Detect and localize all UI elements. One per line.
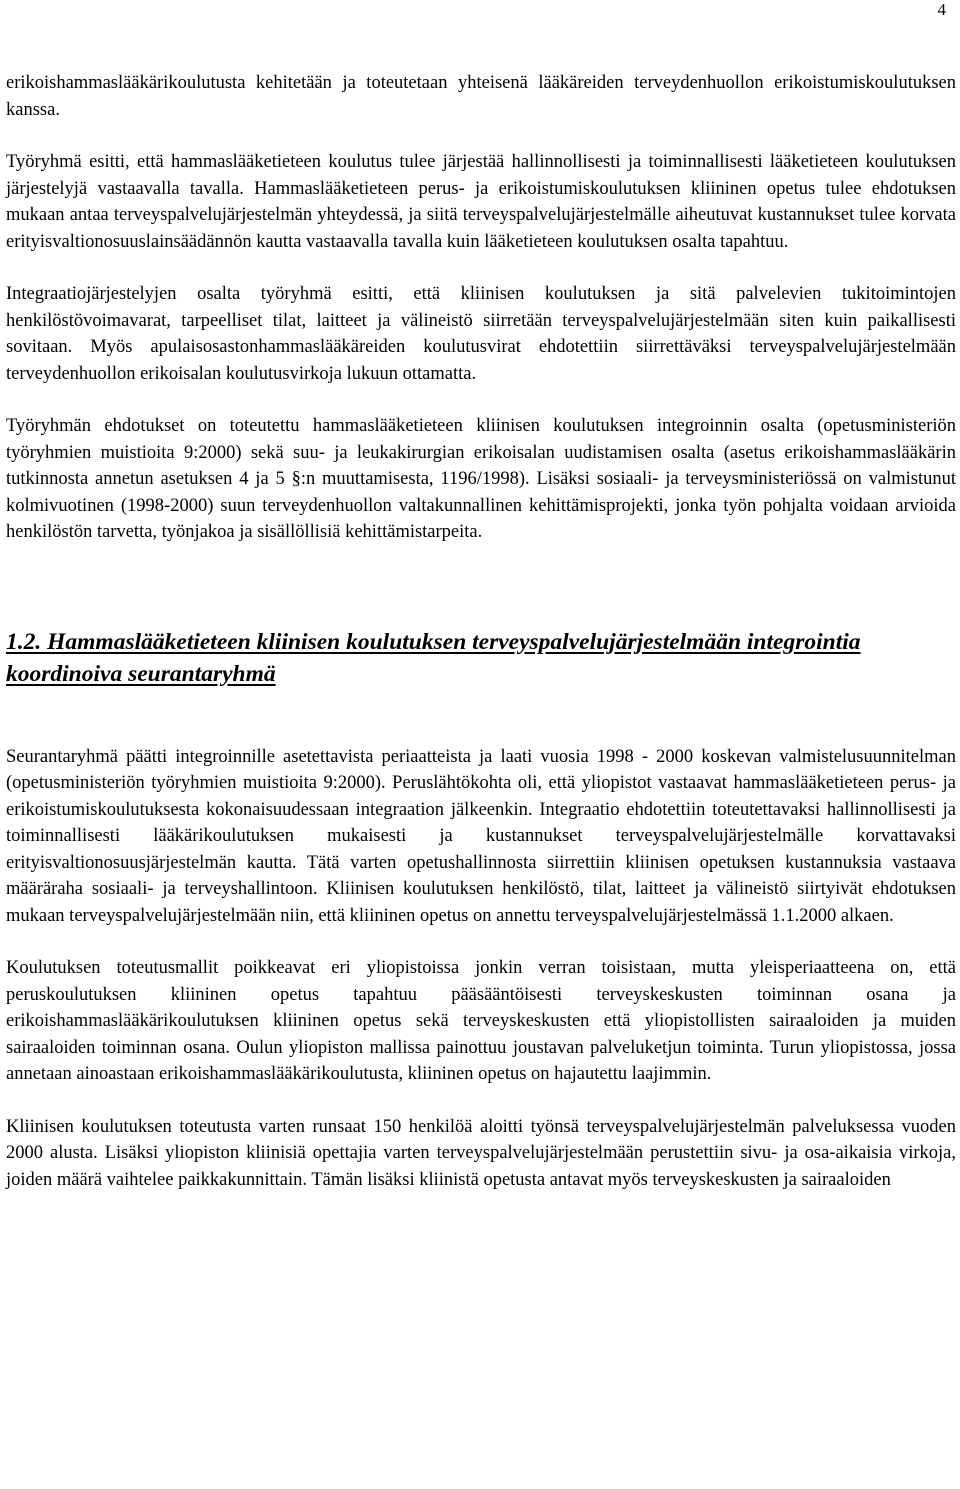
paragraph-3: Integraatiojärjestelyjen osalta työryhmä esitti, että kliinisen koulutuksen ja sitä palvelevien tukitoimintojen henkilöstövoimavarat, tarpeelliset tilat, laitteet ja välineistö siirretään terveyspalvelujärjestelmään siten kuin paikallisesti sovitaan. Myös apulaisosastonhammaslääkäreiden koulutusvirat ehdotettiin siirrettäväksi terveyspalvelujärjestelmään terveydenhuollon erikoisalan koulutusvirkoja lukuun ottamatta. bbox=[6, 284, 956, 384]
paragraph-6: Koulutuksen toteutusmallit poikkeavat eri yliopistoissa jonkin verran toisistaan, mutta yleisperiaatteena on, että peruskoulutuksen kliininen opetus tapahtuu pääsääntöisesti terveyskeskusten toiminnan osana ja erikoishammaslääkärikoulutuksen kliininen opetus sekä terveyskeskusten että yliopistollisten sairaaloiden ja muiden sairaaloiden toiminnan osana. Oulun yliopiston mallissa painottuu joustavan palveluketjun toiminta. Turun yliopistossa, jossa annetaan ainoastaan erikoishammaslääkärikoulutusta, kliininen opetus on hajautettu laajimmin. bbox=[6, 958, 956, 1084]
paragraph-4: Työryhmän ehdotukset on toteutettu hammaslääketieteen kliinisen koulutuksen integroinnin osalta (opetusministeriön työryhmien muistioita 9:2000) sekä suu- ja leukakirurgian erikoisalan uudistamisen osalta (asetus erikoishammaslääkärin tutkinnosta annetun asetuksen 4 ja 5 §:n muuttamisesta, 1196/1998). Lisäksi sosiaali- ja terveysministeriössä on valmistunut kolmivuotinen (1998-2000) suun terveydenhuollon valtakunnallinen kehittämisprojekti, jonka työn pohjalta voidaan arvioida henkilöstön tarvetta, työnjakoa ja sisällöllisiä kehittämistarpeita. bbox=[6, 416, 956, 542]
page-number: 4 bbox=[937, 0, 946, 19]
paragraph-1: erikoishammaslääkärikoulutusta kehitetään ja toteutetaan yhteisenä lääkäreiden terveydenhuollon erikoistumiskoulutuksen kanssa. bbox=[6, 73, 956, 120]
paragraph-7: Kliinisen koulutuksen toteutusta varten runsaat 150 henkilöä aloitti työnsä terveyspalvelujärjestelmän palveluksessa vuoden 2000 alusta. Lisäksi yliopiston kliinisiä opettajia varten terveyspalvelujärjestelmään perustettiin sivu- ja osa-aikaisia virkoja, joiden määrä vaihtelee paikkakunnittain. Tämän lisäksi kliinistä opetusta antavat myös terveyskeskusten ja sairaaloiden bbox=[6, 1116, 956, 1190]
section-heading: 1.2. Hammaslääketieteen kliinisen koulutuksen terveyspalvelujärjestelmään integrointia koordinoiva seurantaryhmä bbox=[6, 628, 861, 687]
document-body bbox=[6, 70, 956, 1193]
paragraph-2: Työryhmä esitti, että hammaslääketieteen koulutus tulee järjestää hallinnollisesti ja toiminnallisesti lääketieteen koulutuksen järjestelyjä vastaavalla tavalla. Hammaslääketieteen perus- ja erikoistumiskoulutuksen kliininen opetus tulee ehdotuksen mukaan antaa terveyspalvelujärjestelmän yhteydessä, ja siitä terveyspalvelujärjestelmälle aiheutuvat kustannukset tulee korvata erityisvaltionosuuslainsäädännön kautta vastaavalla tavalla kuin lääketieteen koulutuksen osalta tapahtuu. bbox=[6, 152, 956, 252]
paragraph-5: Seurantaryhmä päätti integroinnille asetettavista periaatteista ja laati vuosia 1998 - 2000 koskevan valmistelusuunnitelman (opetusministeriön työryhmien muistioita 9:2000). Peruslähtökohta oli, että yliopistot vastaavat hammaslääketieteen perus- ja erikoistumiskoulutuksesta kokonaisuudessaan integraation jälkeenkin. Integraatio ehdotettiin toteutettavaksi hallinnollisesti ja toiminnallisesti lääkärikoulutuksen mukaisesti ja kustannukset terveyspalvelujärjestelmälle korvattavaksi erityisvaltionosuusjärjestelmän kautta. Tätä varten opetushallinnosta siirrettiin kliinisen opetuksen kustannuksia vastaava määräraha sosiaali- ja terveyshallintoon. Kliinisen koulutuksen henkilöstö, tilat, laitteet ja välineistö siirtyivät ehdotuksen mukaan terveyspalvelujärjestelmään niin, että kliininen opetus on annettu terveyspalvelujärjestelmässä 1.1.2000 alkaen. bbox=[6, 746, 956, 926]
